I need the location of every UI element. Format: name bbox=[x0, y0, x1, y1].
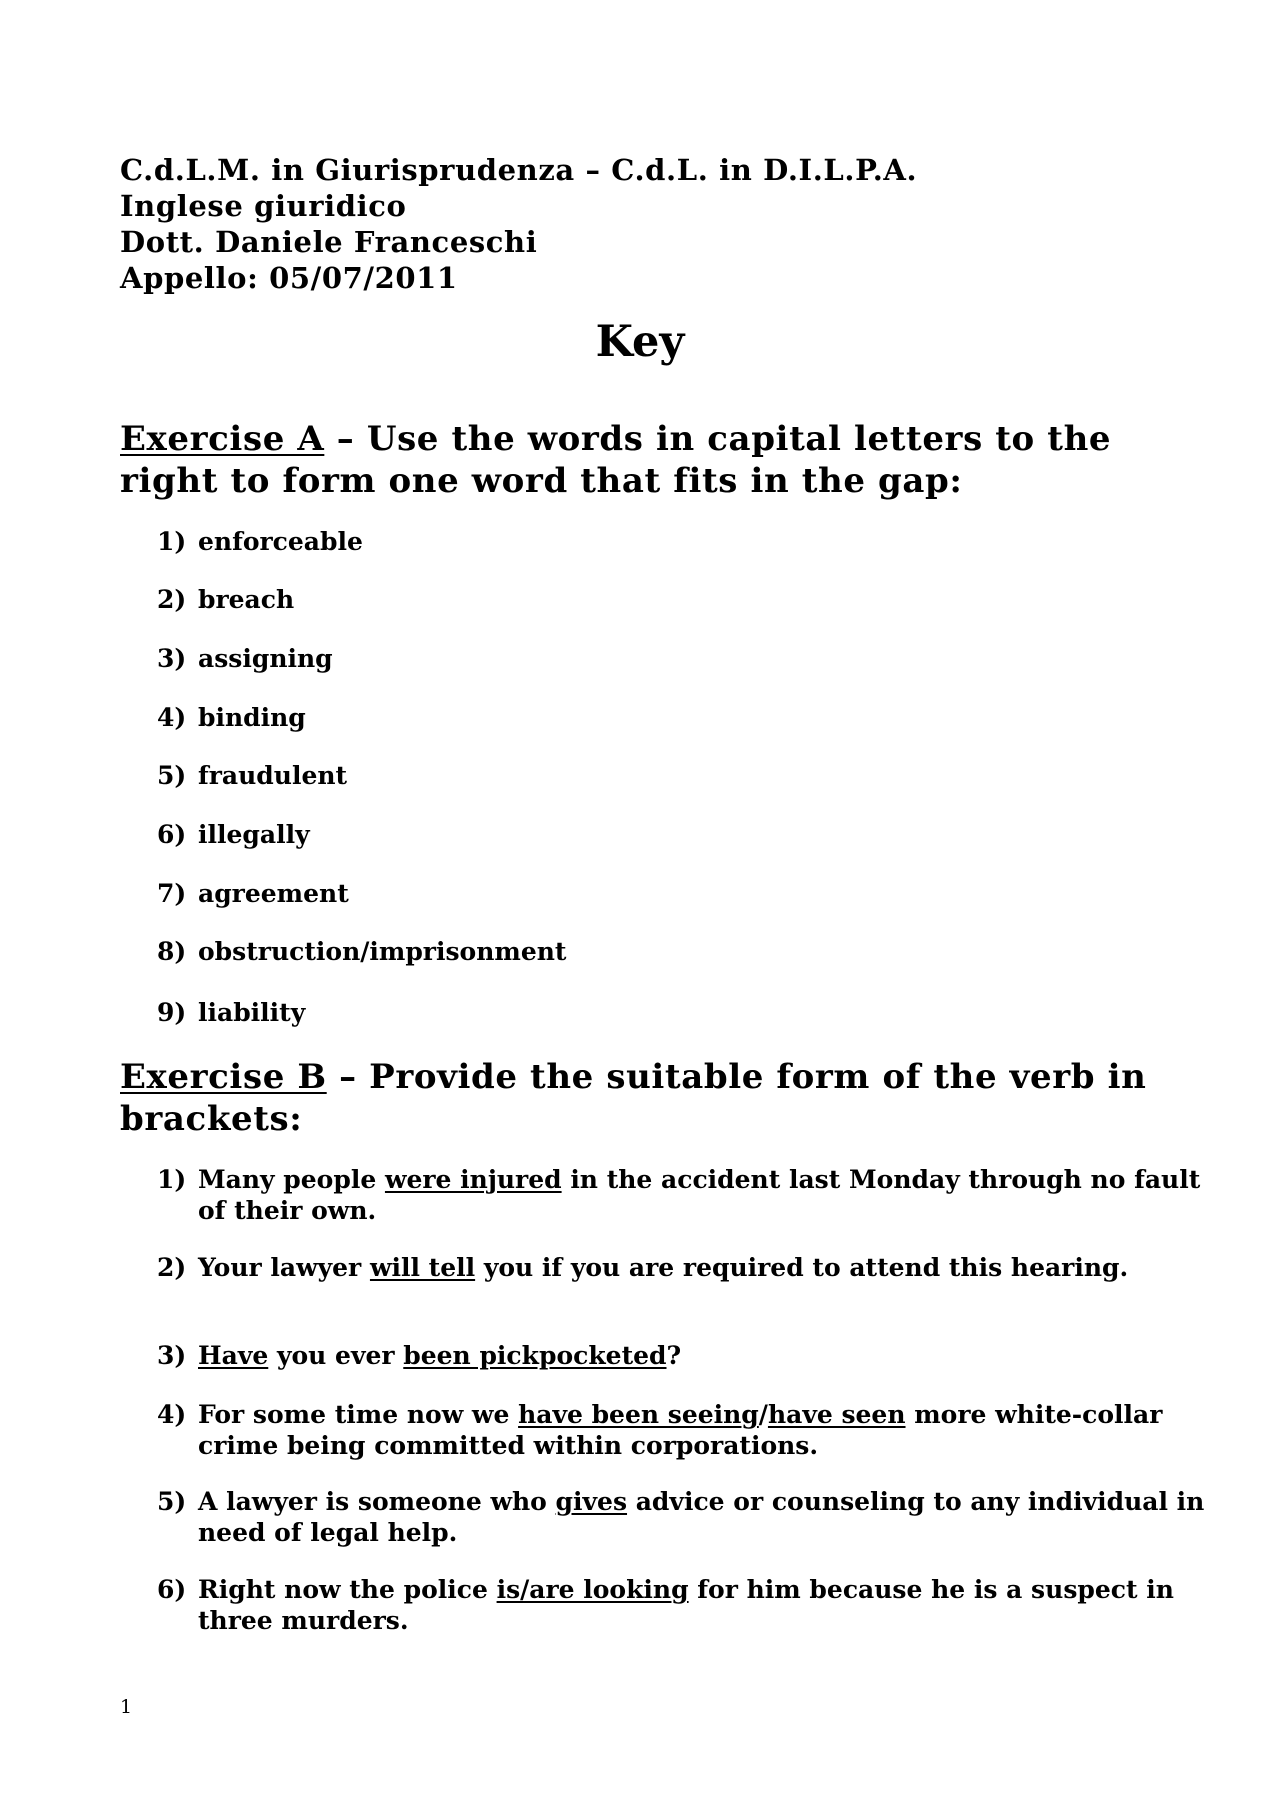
item-sentence bbox=[198, 1486, 1208, 1548]
header-course-line: C.d.L.M. in Giurisprudenza – C.d.L. in D.I.L.P.A. bbox=[120, 153, 918, 187]
document-header bbox=[120, 152, 917, 296]
item-answer: assigning bbox=[198, 644, 333, 673]
exercise-a-name: Exercise A bbox=[120, 419, 325, 459]
sentence-text: / bbox=[758, 1400, 768, 1429]
item-answer: obstruction/imprisonment bbox=[198, 937, 567, 966]
verb-answer: will tell bbox=[369, 1253, 476, 1282]
header-subject-line: Inglese giuridico bbox=[120, 189, 407, 223]
sentence-text: more white-collar crime being committed within corporations. bbox=[198, 1400, 1163, 1460]
item-sentence bbox=[198, 1399, 1208, 1461]
item-sentence bbox=[198, 1164, 1208, 1226]
item-number: 4) bbox=[157, 1400, 187, 1429]
item-sentence bbox=[198, 1340, 1208, 1371]
item-answer: enforceable bbox=[198, 527, 363, 556]
exercise-a-heading bbox=[120, 418, 1160, 502]
item-number: 4) bbox=[157, 703, 187, 732]
sentence-text: Many people bbox=[198, 1165, 385, 1194]
exercise-a-instruction: – Use the words in capital letters to the right to form one word that fits in the gap: bbox=[120, 419, 1112, 501]
verb-answer: Have bbox=[198, 1341, 269, 1370]
item-number: 5) bbox=[157, 761, 187, 790]
verb-answer: gives bbox=[555, 1487, 628, 1516]
item-number: 8) bbox=[157, 937, 187, 966]
verb-answer: is/are looking bbox=[496, 1575, 689, 1604]
item-answer: binding bbox=[198, 703, 306, 732]
item-sentence bbox=[198, 1574, 1208, 1636]
verb-answer: been pickpocketed bbox=[403, 1341, 667, 1370]
item-answer: breach bbox=[198, 585, 295, 614]
item-number: 2) bbox=[157, 585, 187, 614]
sentence-text: in the accident last Monday through no fault of their own. bbox=[198, 1165, 1201, 1225]
item-number: 9) bbox=[157, 998, 187, 1027]
item-number: 7) bbox=[157, 879, 187, 908]
item-answer: fraudulent bbox=[198, 761, 348, 790]
header-teacher-line: Dott. Daniele Franceschi bbox=[120, 225, 538, 259]
item-number: 1) bbox=[157, 1165, 187, 1194]
sentence-text: for him because he is a suspect in three murders. bbox=[198, 1575, 1174, 1635]
exercise-b-name: Exercise B bbox=[120, 1057, 327, 1097]
item-sentence bbox=[198, 1252, 1208, 1283]
item-answer: liability bbox=[198, 998, 306, 1027]
sentence-text: For some time now we bbox=[198, 1400, 519, 1429]
item-number: 1) bbox=[157, 527, 187, 556]
item-number: 5) bbox=[157, 1487, 187, 1516]
header-exam-date-line: Appello: 05/07/2011 bbox=[120, 261, 458, 295]
item-answer: illegally bbox=[198, 820, 310, 849]
sentence-text: advice or counseling to any individual in need of legal help. bbox=[198, 1487, 1205, 1547]
verb-answer: have been seeing bbox=[518, 1400, 759, 1429]
item-number: 6) bbox=[157, 820, 187, 849]
item-number: 6) bbox=[157, 1575, 187, 1604]
sentence-text: Right now the police bbox=[198, 1575, 497, 1604]
sentence-text: A lawyer is someone who bbox=[198, 1487, 556, 1516]
page-number: 1 bbox=[120, 1696, 133, 1718]
item-number: 2) bbox=[157, 1253, 187, 1282]
verb-answer: have seen bbox=[767, 1400, 906, 1429]
exercise-b-heading bbox=[120, 1056, 1160, 1140]
page-title: Key bbox=[595, 317, 685, 367]
item-number: 3) bbox=[157, 644, 187, 673]
sentence-text: you ever bbox=[268, 1341, 404, 1370]
item-number: 3) bbox=[157, 1341, 187, 1370]
verb-answer: were injured bbox=[384, 1165, 562, 1194]
item-answer: agreement bbox=[198, 879, 349, 908]
sentence-text: Your lawyer bbox=[198, 1253, 370, 1282]
exercise-b-instruction: – Provide the suitable form of the verb in brackets: bbox=[120, 1057, 1147, 1139]
sentence-text: ? bbox=[666, 1341, 682, 1370]
sentence-text: you if you are required to attend this hearing. bbox=[475, 1253, 1129, 1282]
